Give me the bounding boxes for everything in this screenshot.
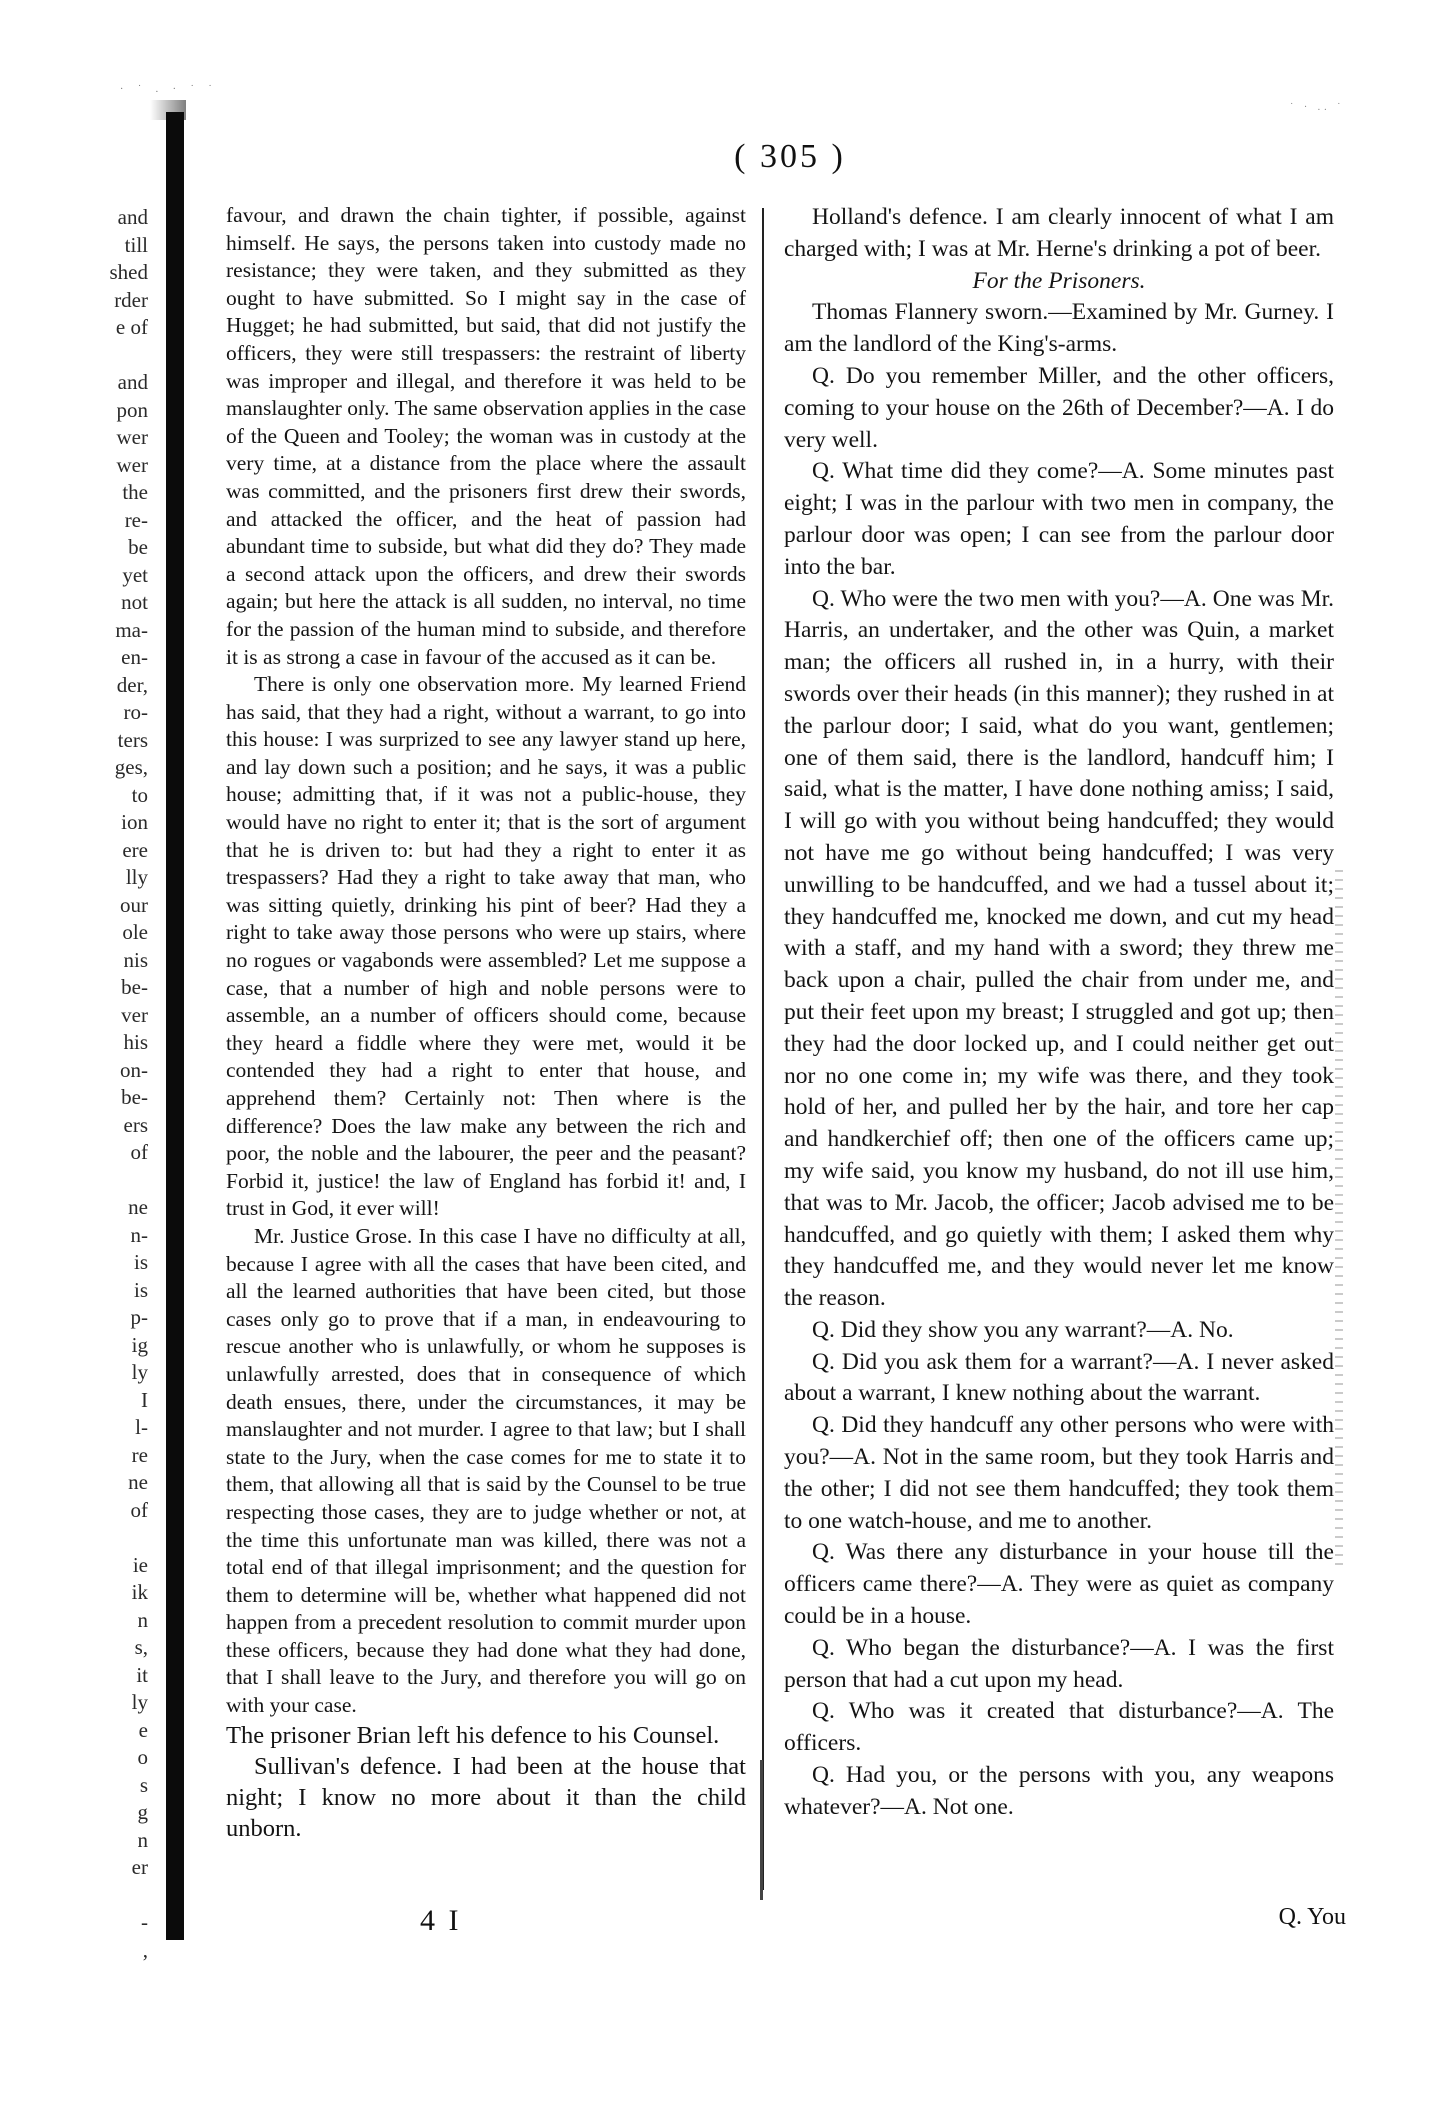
paragraph: favour, and drawn the chain tighter, if possible, against himself. He says, the persons taken into custody made no resistance; they were taken, and they submitted as they ought to have submitted. So I might say in the case of Hugget; he had submitted, but said, that did not justify the officers, they were still trespassers: the restraint of liberty was improper and illegal, and therefore it was held to be manslaughter only. The same observation applies in the case of the Queen and Tooley; the woman was in custody at the very time, at a distance from the place where the assault was committed, and the prisoners first drew their swords, and attacked the officer, and the heat of passion had abundant time to subside, but what did they do? They made a second attack upon the officers, and drew their swords again; but here the attack is all sudden, no interval, no time for the passion of the human mind to subside, and therefore it is as strong a case in favour of the accused as it can be.	[226, 203, 746, 669]
margin-fragment: his	[123, 1030, 148, 1054]
column-divider	[762, 208, 764, 1890]
margin-fragment	[0, 1524, 148, 1552]
margin-fragment: and	[117, 370, 148, 394]
margin-fragment: of	[130, 1497, 148, 1522]
margin-fragment: en-	[121, 645, 148, 669]
paragraph: There is only one observation more. My learned Friend has said, that they had a right, without a warrant, to go into this house: I was surprized to see any lawyer stand up here, and lay down such a position; and he says, it was a public house; admitting that, if it was not a public-house, they would have no right to enter it; that is the sort of argument that he is driven to: but had they a right to enter it as trespassers? Had they a right to take away that man, who was sitting quietly, drinking his pint of beer? Had they a right to take away those persons who were up stairs, where no rogues or vagabonds were assembled? Let me suppose a case, that a number of high and noble persons were to assemble, an a number of officers should come, because they heard a fiddle where they were met, would it be contended they had a right to enter that house, and apprehend them? Certainly not: Then where is the difference? Does the law make any between the rich and poor, the noble and the labourer, the peer and the peasant? Forbid it, justice! the law of England has forbid it! and, I trust in God, it ever will!	[226, 672, 746, 1221]
scan-noise-top-left: · ˙ . · ˙ ˙	[120, 84, 218, 95]
margin-fragment: wer	[116, 425, 148, 449]
margin-fragment: ion	[121, 810, 148, 834]
previous-page-margin-fragments	[0, 204, 148, 1962]
margin-fragment: I	[141, 1387, 148, 1412]
margin-fragment: re	[131, 1442, 148, 1467]
margin-fragment: ole	[122, 920, 148, 944]
margin-fragment: ie	[132, 1552, 148, 1577]
margin-fragment: e	[138, 1717, 148, 1742]
margin-fragment: yet	[122, 562, 148, 587]
margin-fragment: n	[137, 1607, 148, 1632]
paragraph: Q. Had you, or the persons with you, any weapons whatever?—A. Not one.	[784, 1762, 1334, 1820]
paragraph: Thomas Flannery sworn.—Examined by Mr. Gurney. I am the landlord of the King's-arms.	[784, 299, 1334, 358]
margin-fragment: till	[124, 232, 148, 257]
paragraph: Q. Did they show you any warrant?—A. No.	[812, 1316, 1234, 1343]
scan-noise-right-edge	[1335, 870, 1343, 1570]
margin-fragment: o	[137, 1745, 148, 1769]
margin-fragment: re-	[124, 507, 148, 532]
scan-noise-top-right: ˙ · .. ˙	[1290, 102, 1345, 113]
margin-fragment: ters	[117, 727, 148, 752]
margin-fragment: p-	[130, 1305, 148, 1329]
paragraph: Holland's defence. I am clearly innocent of what I am charged with; I was at Mr. Herne's drinking a pot of beer.	[784, 204, 1334, 262]
margin-fragment: n-	[130, 1222, 148, 1247]
margin-fragment: ere	[122, 837, 148, 862]
margin-fragment: -	[141, 1910, 148, 1934]
margin-fragment: not	[121, 590, 148, 614]
paragraph: Q. What time did they come?—A. Some minutes past eight; I was in the parlour with two men in company, the parlour door was open; I can see from the parlour door into the bar.	[784, 458, 1334, 580]
margin-fragment: ne	[128, 1195, 148, 1219]
margin-fragment: der,	[116, 672, 148, 697]
paragraph: The prisoner Brian left his defence to his Counsel.	[226, 1721, 720, 1749]
margin-fragment: l-	[135, 1415, 148, 1439]
paragraph: Q. Do you remember Miller, and the other officers, coming to your house on the 26th of December?—A. I do very well.	[784, 362, 1334, 453]
margin-fragment: ik	[131, 1580, 148, 1604]
margin-fragment	[0, 1882, 148, 1910]
margin-fragment: our	[120, 892, 148, 917]
column-divider-lower	[760, 1760, 763, 1900]
paragraph: Q. Did they handcuff any other persons who were with you?—A. Not in the same room, but they took Harris and the other; I did not see them handcuffed; they took them to one watch-house, and me to another.	[784, 1412, 1334, 1534]
margin-fragment	[0, 1167, 148, 1195]
margin-fragment: is	[133, 1277, 148, 1302]
paragraph: Q. Who was it created that disturbance?—A. The officers.	[784, 1698, 1334, 1757]
paragraph: Q. Who began the disturbance?—A. I was the first person that had a cut upon my head.	[784, 1634, 1334, 1693]
margin-fragment: ver	[121, 1002, 148, 1027]
margin-fragment: ro-	[123, 700, 148, 724]
margin-fragment: ly	[131, 1360, 148, 1384]
margin-fragment	[0, 342, 148, 370]
catchword: Q. You	[1278, 1904, 1346, 1930]
paragraph: Q. Did you ask them for a warrant?—A. I never asked about a warrant, I knew nothing about the warrant.	[784, 1348, 1334, 1407]
margin-fragment: g	[137, 1800, 148, 1824]
margin-fragment: nis	[123, 947, 148, 972]
margin-fragment: ,	[142, 1937, 148, 1962]
right-text-column	[784, 202, 1334, 1824]
paragraph: Sullivan's defence. I had been at the house that night; I know no more about it than the child unborn.	[226, 1752, 746, 1842]
margin-fragment: be-	[121, 975, 148, 999]
margin-fragment: and	[117, 205, 148, 229]
margin-fragment: of	[130, 1140, 148, 1164]
paragraph: Q. Was there any disturbance in your house till the officers came there?—A. They were as quiet as company could be in a house.	[784, 1539, 1334, 1630]
margin-fragment: ma-	[115, 617, 148, 642]
margin-fragment: ig	[131, 1332, 148, 1357]
margin-fragment: n	[137, 1827, 148, 1852]
margin-fragment: the	[122, 480, 148, 504]
margin-fragment: er	[131, 1855, 148, 1879]
margin-fragment: it	[136, 1662, 148, 1687]
margin-fragment: ers	[123, 1112, 148, 1137]
signature-mark: 4 I	[420, 1904, 462, 1937]
margin-fragment: pon	[116, 397, 148, 422]
paragraph: Mr. Justice Grose. In this case I have no difficulty at all, because I agree with all the cases that have been cited, and all the learned authorities that have been cited, but those cases only go to prove that if a man, in endeavouring to rescue another who is unlawfully, or whom he supposes is unlawfully arrested, does that in consequence of which death ensues, there, under the circumstances, it may be manslaughter and not murder. I agree to that law; but I shall state to the Jury, when the case comes for me to state it to them, that allowing all that is said by the Counsel to be true respecting those cases, they are to judge whether or not, at the time this unfortunate man was killed, there was not a total end of that illegal imprisonment; and the question for them to determine will be, whether what happened did not happen from a precedent resolution to commit murder upon these officers, because they had done what they had done, that I shall leave to the Jury, and therefore you will go on with your case.	[226, 1223, 746, 1718]
margin-fragment: be-	[121, 1085, 148, 1109]
margin-fragment: e of	[115, 315, 148, 339]
margin-fragment: ly	[131, 1690, 148, 1714]
margin-fragment: lly	[125, 865, 148, 889]
margin-fragment: is	[133, 1250, 148, 1274]
book-gutter	[166, 112, 184, 1940]
margin-fragment: rder	[114, 287, 148, 312]
paragraph: Q. Who were the two men with you?—A. One was Mr. Harris, an undertaker, and the other was Quin, a market man; the officers all rushed in, in a hurry, with their swords over their heads (in this manner); they rushed in at the parlour door; I said, what do you want, gentlemen; one of them said, there is the landlord, handcuff him; I said, what is the matter, I have done nothing amiss; I said, I will go with you without being handcuffed; they would not have me go without being handcuffed; I was very unwilling to be handcuffed, and we had a tussel about it; they handcuffed me, knocked me down, and cut my head with a staff, and my hand with a sword; they threw me back upon a chair, pulled the chair from under me, and put their feet upon my breast; I struggled and got up; then they had the door locked up, and I could neither get out nor no one come in; my wife was there, and they took hold of her, and pulled her by the hair, and tore her cap and handkerchief off; then one of the officers came up; my wife said, you know my husband, do not ill use him, that was to Mr. Jacob, the officer; Jacob advised me to be handcuffed, and go quietly with them; I asked them why they handcuffed me, and they would never let me know the reason.	[784, 585, 1334, 1312]
margin-fragment: be	[128, 535, 148, 559]
margin-fragment: wer	[116, 452, 148, 477]
margin-fragment: on-	[120, 1057, 148, 1082]
margin-fragment: ne	[128, 1470, 148, 1494]
paragraph: For the Prisoners.	[972, 267, 1146, 294]
left-text-column	[226, 202, 746, 1844]
page-number: ( 305 )	[734, 138, 846, 175]
margin-fragment: s	[139, 1772, 148, 1797]
margin-fragment: ges,	[114, 755, 148, 779]
margin-fragment: shed	[109, 260, 148, 284]
margin-fragment: to	[131, 782, 148, 807]
margin-fragment: s,	[134, 1635, 148, 1659]
